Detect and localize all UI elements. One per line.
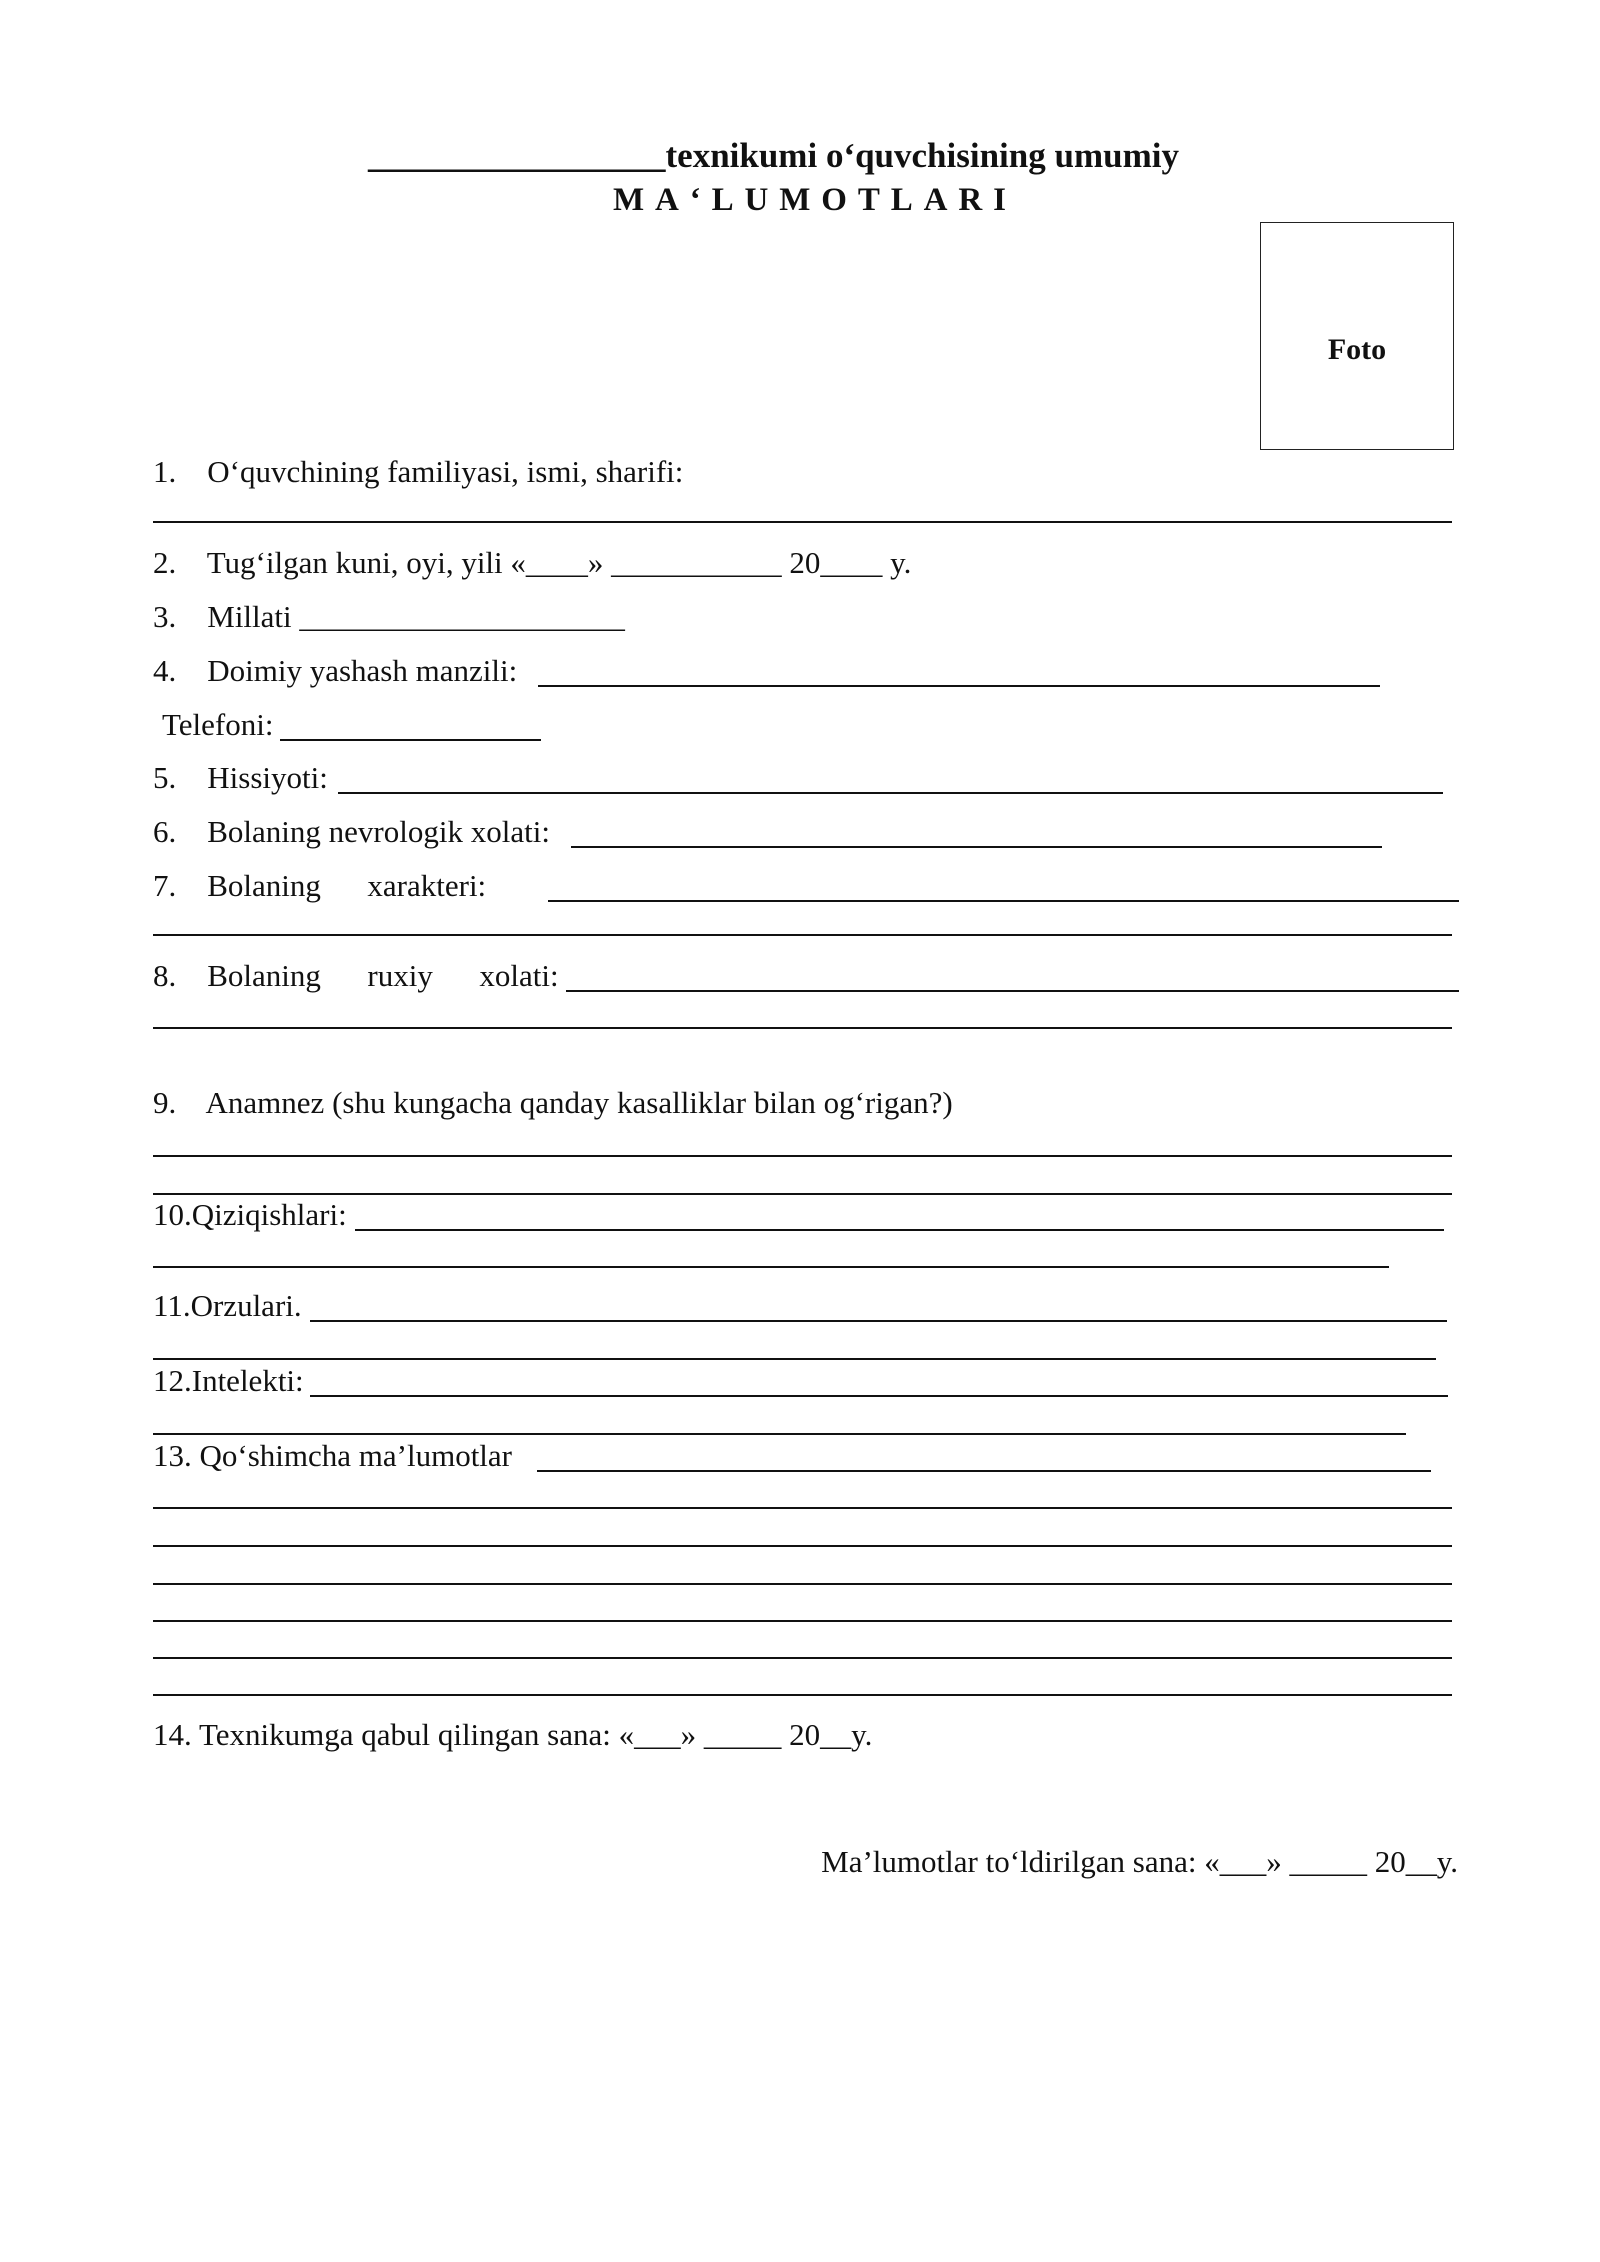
field-full-name-label: 1. O‘quvchining familiyasi, ismi, sharifi: xyxy=(153,454,684,489)
field-character-label: 7. Bolaning xarakteri: xyxy=(153,868,487,903)
field-additional-line-7[interactable] xyxy=(153,1694,1452,1696)
field-interests-line-2[interactable] xyxy=(153,1266,1389,1268)
field-birth-date: 2. Tug‘ilgan kuni, oyi, yili «____» ___________ 20____ y. xyxy=(153,545,912,580)
field-additional-line-3[interactable] xyxy=(153,1545,1452,1547)
field-emotions-label: 5. Hissiyoti: xyxy=(153,760,328,795)
field-intellect-line[interactable] xyxy=(310,1395,1448,1397)
filled-date: Ma’lumotlar to‘ldirilgan sana: «___» _____ 20__y. xyxy=(821,1844,1458,1879)
field-phone-line[interactable] xyxy=(280,739,541,741)
field-address-label: 4. Doimiy yashash manzili: xyxy=(153,653,518,688)
field-mental-line-2[interactable] xyxy=(153,1027,1452,1029)
field-additional-label: 13. Qo‘shimcha ma’lumotlar xyxy=(153,1438,512,1473)
field-additional-line-5[interactable] xyxy=(153,1620,1452,1622)
field-intellect-line-2[interactable] xyxy=(153,1433,1406,1435)
field-mental-line[interactable] xyxy=(566,990,1459,992)
field-neuro-line[interactable] xyxy=(571,846,1382,848)
field-anamnesis-line[interactable] xyxy=(153,1155,1452,1157)
field-additional-line-6[interactable] xyxy=(153,1657,1452,1659)
field-anamnesis-label: 9. Anamnez (shu kungacha qanday kasalliklar bilan og‘rigan?) xyxy=(153,1085,953,1120)
field-dreams-label: 11.Orzulari. xyxy=(153,1288,302,1323)
field-emotions-line[interactable] xyxy=(338,792,1443,794)
field-neuro-label: 6. Bolaning nevrologik xolati: xyxy=(153,814,550,849)
field-phone-label: Telefoni: xyxy=(162,707,274,742)
field-additional-line-2[interactable] xyxy=(153,1507,1452,1509)
field-additional-line[interactable] xyxy=(537,1470,1431,1472)
field-anamnesis-line-2[interactable] xyxy=(153,1193,1452,1195)
field-character-line-2[interactable] xyxy=(153,934,1452,936)
field-full-name-line[interactable] xyxy=(153,521,1452,523)
field-additional-line-4[interactable] xyxy=(153,1583,1452,1585)
field-interests-label: 10.Qiziqishlari: xyxy=(153,1197,347,1232)
field-mental-label: 8. Bolaning ruxiy xolati: xyxy=(153,958,559,993)
field-admission-date: 14. Texnikumga qabul qilingan sana: «___» _____ 20__y. xyxy=(153,1717,873,1752)
field-interests-line[interactable] xyxy=(355,1229,1444,1231)
field-address-line[interactable] xyxy=(538,685,1380,687)
field-dreams-line[interactable] xyxy=(310,1320,1447,1322)
field-intellect-label: 12.Intelekti: xyxy=(153,1363,304,1398)
form-title: _________________texnikumi o‘quvchisining umumiy xyxy=(368,136,1179,175)
field-character-line[interactable] xyxy=(548,900,1459,902)
form-subtitle: MA‘LUMOTLARI xyxy=(613,182,1017,218)
field-nationality: 3. Millati _____________________ xyxy=(153,599,625,634)
photo-label: Foto xyxy=(1327,333,1387,366)
photo-placeholder xyxy=(1260,222,1454,450)
field-dreams-line-2[interactable] xyxy=(153,1358,1436,1360)
